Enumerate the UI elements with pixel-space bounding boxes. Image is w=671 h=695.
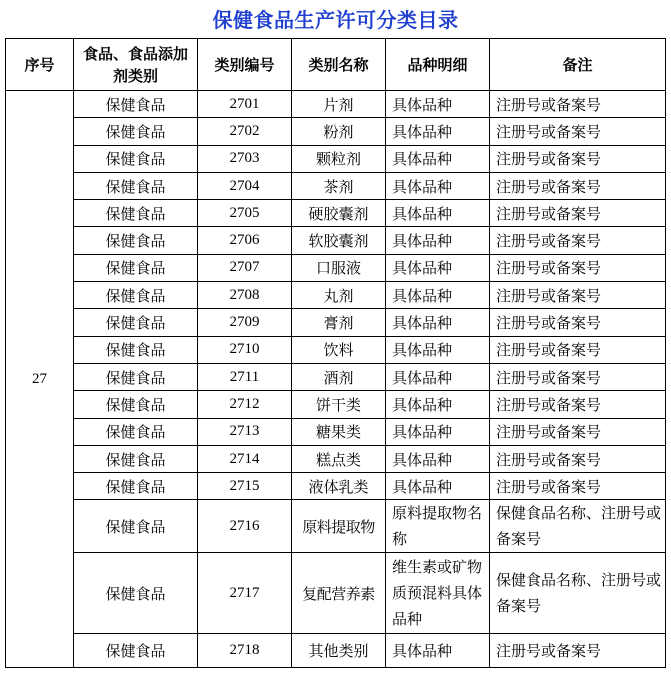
header-row (6, 39, 666, 91)
table-row (6, 336, 666, 363)
category-cell: 保健食品 (74, 118, 198, 145)
category-cell: 保健食品 (74, 634, 198, 668)
code-cell: 2702 (198, 118, 292, 145)
detail-cell: 具体品种 (386, 391, 490, 418)
table-row (6, 553, 666, 634)
table-row (6, 391, 666, 418)
name-cell: 茶剂 (292, 172, 386, 199)
detail-cell: 具体品种 (386, 254, 490, 281)
detail-cell: 具体品种 (386, 145, 490, 172)
code-cell: 2717 (198, 553, 292, 634)
category-cell: 保健食品 (74, 145, 198, 172)
note-cell: 注册号或备案号 (490, 145, 666, 172)
table-row (6, 227, 666, 254)
code-cell: 2710 (198, 336, 292, 363)
code-cell: 2708 (198, 282, 292, 309)
seq-cell: 27 (6, 91, 74, 668)
category-cell: 保健食品 (74, 91, 198, 118)
name-cell: 口服液 (292, 254, 386, 281)
table-row (6, 172, 666, 199)
category-cell: 保健食品 (74, 445, 198, 472)
category-cell: 保健食品 (74, 391, 198, 418)
category-cell: 保健食品 (74, 553, 198, 634)
note-cell: 注册号或备案号 (490, 634, 666, 668)
name-cell: 糕点类 (292, 445, 386, 472)
detail-cell: 具体品种 (386, 634, 490, 668)
table-row (6, 445, 666, 472)
code-cell: 2716 (198, 500, 292, 553)
category-cell: 保健食品 (74, 227, 198, 254)
table-row (6, 634, 666, 668)
detail-cell: 具体品种 (386, 227, 490, 254)
table-row (6, 254, 666, 281)
category-cell: 保健食品 (74, 309, 198, 336)
table-row (6, 418, 666, 445)
note-cell: 注册号或备案号 (490, 254, 666, 281)
category-cell: 保健食品 (74, 418, 198, 445)
code-cell: 2703 (198, 145, 292, 172)
detail-cell: 具体品种 (386, 418, 490, 445)
code-cell: 2705 (198, 200, 292, 227)
code-cell: 2704 (198, 172, 292, 199)
detail-cell: 具体品种 (386, 473, 490, 500)
code-cell: 2709 (198, 309, 292, 336)
name-cell: 软胶囊剂 (292, 227, 386, 254)
category-cell: 保健食品 (74, 500, 198, 553)
table-row (6, 500, 666, 553)
note-cell: 注册号或备案号 (490, 118, 666, 145)
name-cell: 粉剂 (292, 118, 386, 145)
category-cell: 保健食品 (74, 363, 198, 390)
note-cell: 注册号或备案号 (490, 172, 666, 199)
header-category: 食品、食品添加剂类别 (74, 39, 198, 91)
code-cell: 2714 (198, 445, 292, 472)
note-cell: 注册号或备案号 (490, 445, 666, 472)
table-row (6, 363, 666, 390)
header-seq: 序号 (6, 39, 74, 91)
name-cell: 其他类别 (292, 634, 386, 668)
detail-cell: 具体品种 (386, 91, 490, 118)
header-note: 备注 (490, 39, 666, 91)
code-cell: 2707 (198, 254, 292, 281)
detail-cell: 具体品种 (386, 309, 490, 336)
code-cell: 2711 (198, 363, 292, 390)
detail-cell: 具体品种 (386, 363, 490, 390)
name-cell: 酒剂 (292, 363, 386, 390)
code-cell: 2712 (198, 391, 292, 418)
detail-cell: 具体品种 (386, 172, 490, 199)
name-cell: 丸剂 (292, 282, 386, 309)
note-cell: 注册号或备案号 (490, 309, 666, 336)
classification-table (5, 38, 666, 668)
name-cell: 饮料 (292, 336, 386, 363)
note-cell: 注册号或备案号 (490, 282, 666, 309)
name-cell: 饼干类 (292, 391, 386, 418)
note-cell: 注册号或备案号 (490, 336, 666, 363)
table-row (6, 309, 666, 336)
code-cell: 2713 (198, 418, 292, 445)
detail-cell: 具体品种 (386, 118, 490, 145)
note-cell: 注册号或备案号 (490, 91, 666, 118)
table-row (6, 473, 666, 500)
detail-cell: 具体品种 (386, 336, 490, 363)
detail-cell: 维生素或矿物质预混料具体品种 (386, 553, 490, 634)
note-cell: 注册号或备案号 (490, 200, 666, 227)
name-cell: 复配营养素 (292, 553, 386, 634)
name-cell: 膏剂 (292, 309, 386, 336)
header-detail: 品种明细 (386, 39, 490, 91)
name-cell: 原料提取物 (292, 500, 386, 553)
code-cell: 2715 (198, 473, 292, 500)
detail-cell: 具体品种 (386, 445, 490, 472)
page-title: 保健食品生产许可分类目录 (212, 8, 459, 32)
note-cell: 注册号或备案号 (490, 227, 666, 254)
header-code: 类别编号 (198, 39, 292, 91)
name-cell: 液体乳类 (292, 473, 386, 500)
table-row (6, 118, 666, 145)
note-cell: 保健食品名称、注册号或备案号 (490, 553, 666, 634)
name-cell: 片剂 (292, 91, 386, 118)
name-cell: 颗粒剂 (292, 145, 386, 172)
table-row (6, 200, 666, 227)
note-cell: 注册号或备案号 (490, 391, 666, 418)
table-row (6, 145, 666, 172)
category-cell: 保健食品 (74, 473, 198, 500)
category-cell: 保健食品 (74, 254, 198, 281)
detail-cell: 原料提取物名称 (386, 500, 490, 553)
table-row (6, 282, 666, 309)
name-cell: 糖果类 (292, 418, 386, 445)
note-cell: 注册号或备案号 (490, 363, 666, 390)
detail-cell: 具体品种 (386, 282, 490, 309)
header-name: 类别名称 (292, 39, 386, 91)
detail-cell: 具体品种 (386, 200, 490, 227)
name-cell: 硬胶囊剂 (292, 200, 386, 227)
note-cell: 注册号或备案号 (490, 418, 666, 445)
note-cell: 注册号或备案号 (490, 473, 666, 500)
note-cell: 保健食品名称、注册号或备案号 (490, 500, 666, 553)
category-cell: 保健食品 (74, 282, 198, 309)
code-cell: 2706 (198, 227, 292, 254)
table-row (6, 91, 666, 118)
category-cell: 保健食品 (74, 336, 198, 363)
code-cell: 2701 (198, 91, 292, 118)
category-cell: 保健食品 (74, 172, 198, 199)
category-cell: 保健食品 (74, 200, 198, 227)
code-cell: 2718 (198, 634, 292, 668)
